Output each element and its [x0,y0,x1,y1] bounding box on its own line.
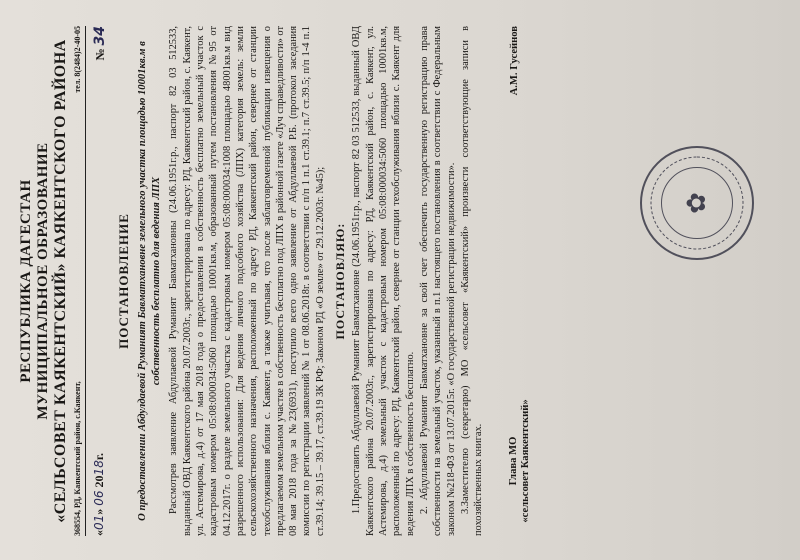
document-date: «01» 06 2018г. [91,453,106,536]
resolve-heading: ПОСТАНОВЛЯЮ: [333,222,348,340]
letterhead [18,26,70,536]
letterhead-republic: РЕСПУБЛИКА ДАГЕСТАН [18,179,34,383]
document-subject: О предоставлении Абдулдаевой Руманият Бавматхановне земельного участка площадью 10001кв.м в собственность бесплатно для ведения ЛПХ [137,41,162,521]
letterhead-municipality: МУНИЦИПАЛЬНОЕ ОБРАЗОВАНИЕ [34,142,51,420]
postal-address: 368554, РД, Каякентский район, с.Каякент, [72,381,82,536]
official-seal-icon [640,146,754,260]
date-day: 01 [91,514,106,530]
document-body [167,26,485,536]
signatory-name: А.М. Гусейнов [508,26,520,96]
date-year: 18 [91,460,106,476]
seal-emblem-icon: ✿ [661,167,733,239]
document-number: № 34 [91,26,108,61]
document-title: ПОСТАНОВЛЕНИЕ [115,213,131,349]
phone-number: тел. 8(2484)2-40-05 [72,26,82,93]
date-month: 06 [91,490,106,506]
signatory-position: Глава МО «сельсовет Каякентский» [507,399,532,523]
preamble-paragraph: Рассмотрев заявление Абдуллаевой Руманият Бавматхановны (24.06.1951г.р., паспорт 82 03 512533, выданный ОВД Каякентского района 20.07.2003г., зарегистрирована по адресу: РД, Каякентский район, с. Каякент, ул. Астемирова, д.4) от 17 мая 2018 года о предоставлении в собственность бесплатно земельный участок с кадастровым номером 05:08:000034:5060 площадью 10001кв.м, образованный путем постановления №95 от 04.12.2017г. о разделе земельного участка с кадастровым номером 05:08:000034:1008 площадью 48001кв.м вид разрешенного использования: Для ведения личного подсобного хозяйства (ЛПХ) категория земель: земли сельскохозяйственного назначения, расположенный по адресу РД, Каякентский район, севернее от станции техобслуживания вблизи с. Каякент, а также учитывая, что после заблаговременной публикации извещения о предлагаемом земельном участке в собственность бесплатно под ЛПХ в районной газете «Луч справедливости» от 08 мая 2018 года за №23(6931), поступило всего одно заявление от Абдуллаевой Р.Б. (протокол заседания комиссии по регистрации заявлений № 1 от 08.06.2018г. в соответствии с п/п 1 п.1 ст.39.1; п.7 ст.39.5; п/п 1-4 п.1 ст.39.14; 39.15 – 39.17, ст.39.19 ЗК РФ; Законом РД «О земле» от 29.12.2003г. №45); [168,26,326,536]
signature-block [508,26,533,536]
address-line [73,26,86,536]
seal-ring-icon [642,148,752,258]
document-number-value: 34 [91,26,108,46]
date-number-line [92,26,110,536]
letterhead-council: «СЕЛЬСОВЕТ КАЯКЕНТСКИЙ» КАЯКЕНТСКОГО РАЙОНА [51,39,69,523]
resolution-item-2: 2. Абдуллаевой Руманият Бавматхановне за свой счет обеспечить государственную регистрацию права собственности на земельный участок, указанный в п.1 настоящего постановления в соответствии с Федеральным законом №218-ФЗ от 13.07.2015г. «О государственной регистрации недвижимости». [419,26,457,536]
resolution-item-1: 1.Предоставить Абдуллаевой Руманият Бавматхановне (24.06.1951г.р., паспорт 82 03 512533, выданный ОВД Каякентского района 20.07.2003г., зарегистрирована по адресу: РД, Каякентский район, с. Каякент, ул. Астемирова, д.4) земельный участок с кадастровым номером 05:08:000034:5060 площадью 10001кв.м, расположенный по адресу: РД, Каякентский район, севернее от станции техобслуживания вблизи с. Каякент для ведения ЛПХ в собственность бесплатно. [351,26,416,536]
resolution-item-3: 3.Заместителю (секретарю) МО «сельсовет «Каякентский» произвести соответствующие записи в похозяйственных книгах. [459,26,485,536]
